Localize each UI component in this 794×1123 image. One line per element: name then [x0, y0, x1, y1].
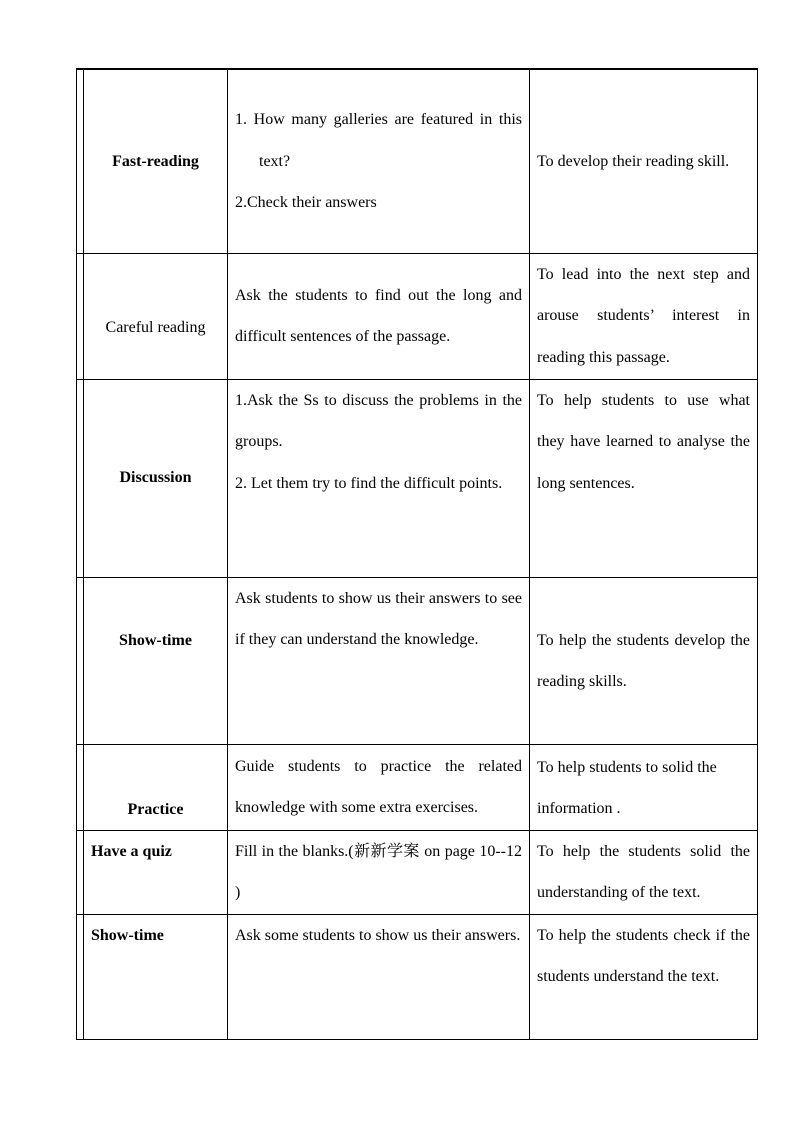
table-row [77, 379, 758, 577]
activity-cell: Ask some students to show us their answers. [228, 914, 530, 1039]
lesson-plan-table [76, 68, 758, 1040]
purpose-cell: To help the students check if the students understand the text. [530, 914, 758, 1039]
purpose-cell: To develop their reading skill. [530, 69, 758, 253]
table-gutter [77, 379, 84, 577]
purpose-cell: To lead into the next step and arouse students’ interest in reading this passage. [530, 253, 758, 379]
purpose-cell: To help the students develop the reading skills. [530, 577, 758, 744]
stage-cell: Practice [84, 744, 228, 830]
table-row [77, 914, 758, 1039]
table-gutter [77, 69, 84, 253]
stage-cell: Show-time [84, 577, 228, 744]
stage-cell: Discussion [84, 379, 228, 577]
activity-cell: Guide students to practice the related knowledge with some extra exercises. [228, 744, 530, 830]
activity-cell: Ask students to show us their answers to see if they can understand the knowledge. [228, 577, 530, 744]
activity-cell [228, 379, 530, 577]
purpose-cell: To help the students solid the understanding of the text. [530, 830, 758, 914]
table-row [77, 744, 758, 830]
activity-line: 1. How many galleries are featured in this text? [235, 111, 522, 170]
stage-cell: Have a quiz [84, 830, 228, 914]
activity-line: 1.Ask the Ss to discuss the problems in the groups. [235, 391, 522, 450]
table-gutter [77, 914, 84, 1039]
table-row [77, 577, 758, 744]
table-row [77, 253, 758, 379]
stage-cell: Show-time [84, 914, 228, 1039]
table-row [77, 830, 758, 914]
table-gutter [77, 253, 84, 379]
purpose-cell: To help students to solid the information . [530, 744, 758, 830]
activity-cell: Fill in the blanks.(新新学案 on page 10--12 ) [228, 830, 530, 914]
table-gutter [77, 744, 84, 830]
activity-cell [228, 69, 530, 253]
activity-line: 2.Check their answers [235, 194, 377, 211]
table-gutter [77, 577, 84, 744]
stage-cell: Careful reading [84, 253, 228, 379]
activity-cell: Ask the students to find out the long and difficult sentences of the passage. [228, 253, 530, 379]
table-gutter [77, 830, 84, 914]
purpose-cell: To help students to use what they have learned to analyse the long sentences. [530, 379, 758, 577]
stage-cell: Fast-reading [84, 69, 228, 253]
table-row [77, 69, 758, 253]
activity-line: 2. Let them try to find the difficult points. [235, 474, 503, 492]
